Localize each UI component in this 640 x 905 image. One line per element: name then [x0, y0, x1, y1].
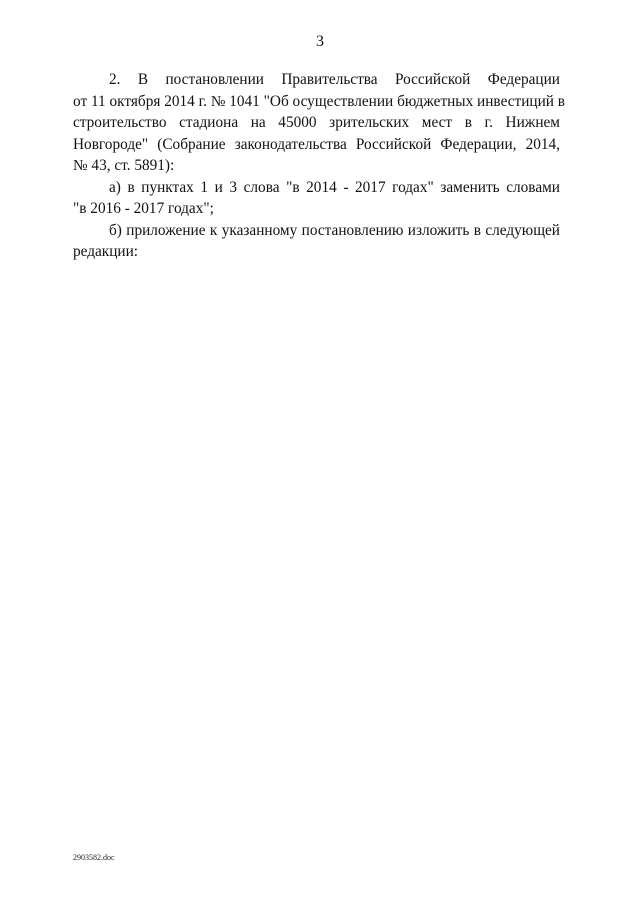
paragraph-line: а) в пунктах 1 и 3 слова "в 2014 - 2017 годах" заменить словами: [109, 178, 560, 196]
paragraph-line: Новгороде" (Собрание законодательства Российской Федерации, 2014,: [73, 135, 560, 153]
document-body: [73, 69, 566, 263]
paragraph-item-b: [73, 220, 560, 263]
paragraph-line: от 11 октября 2014 г. № 1041 "Об осуществлении бюджетных инвестиций в: [73, 92, 566, 110]
paragraph-line: № 43, ст. 5891):: [73, 157, 175, 174]
page-number: 3: [316, 33, 324, 50]
paragraph-line: редакции:: [73, 243, 139, 260]
paragraph-line: строительство стадиона на 45000 зрительских мест в г. Нижнем: [73, 114, 560, 131]
paragraph-line: б) приложение к указанному постановлению изложить в следующей: [109, 221, 560, 239]
paragraph-amendment-intro: [73, 69, 566, 177]
footer-file-code: 2903582.doc: [73, 853, 115, 862]
paragraph-item-a: [73, 177, 560, 220]
paragraph-line: "в 2016 - 2017 годах";: [73, 200, 214, 217]
paragraph-line: 2. В постановлении Правительства Российской Федерации: [109, 71, 560, 88]
